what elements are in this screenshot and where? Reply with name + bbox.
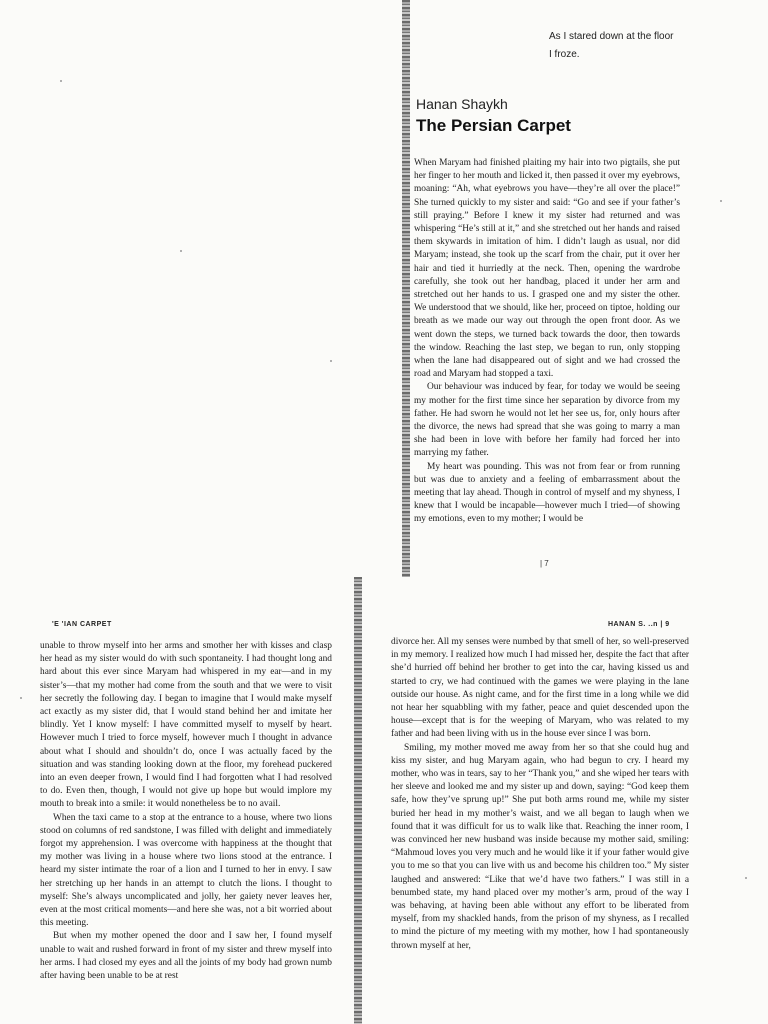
epigraph-line: I froze. <box>549 49 580 60</box>
paragraph: When Maryam had finished plaiting my hair into two pigtails, she put her finger to her mouth and licked it, then passed it over my eyebrows, moaning: “Ah, what eyebrows you have—they’re all over the place!” She turned quickly to my sister and said: “Go and see if your father’s still praying.” Before I knew it my sister had returned and was whispering “He’s still at it,” and she stretched out her hands and raised them skywards in imitation of him. I didn’t laugh as usual, nor did Maryam; instead, she took up the scarf from the chair, put it over her hair and tied it hurriedly at the neck. Then, opening the wardrobe carefully, she took out her handbag, placed it under her arm and stretched out her hands to us. I grasped one and my sister the other. We understood that we should, like her, proceed on tiptoe, holding our breath as we made our way out through the open front door. As we went down the steps, we turned back towards the door, then towards the window. Reaching the last step, we began to run, only stopping when the lane had disappeared out of sight and we had crossed the road and Maryam had stopped a taxi. <box>414 158 680 380</box>
paragraph: But when my mother opened the door and I saw her, I found myself unable to wait and rushed forward in front of my sister and threw myself into her arms. I had closed my eyes and all the joints of my body had grown numb after having been unable to be at rest <box>40 931 332 982</box>
paragraph: When the taxi came to a stop at the entrance to a house, where two lions stood on columns of red sandstone, I was filled with delight and immediately forgot my apprehension. I was overcome with happiness at the thought that my mother was living in a house where two lions stood at the entrance. I heard my sister intimate the roar of a lion and I turned to her in envy. I saw her stretching up her hands in an attempt to clutch the lions. I thought to myself: She’s always uncomplicated and jolly, her gaiety never leaves her, even at the most critical moments—and here she was, not a bit worried about this meeting. <box>40 812 332 929</box>
scan-speck <box>20 697 22 699</box>
page-number: | 7 <box>540 559 549 568</box>
body-text <box>414 157 680 527</box>
running-head: HANAN S. ..n | 9 <box>608 621 670 628</box>
paragraph: Smiling, my mother moved me away from her so that she could hug and kiss my sister, and hug Maryam again, who had begun to cry. I heard my mother, who was in tears, say to her “Thank you,” and she wiped her tears with her sleeve and looked me and my sister up and down, saying: “God keep them safe, how they’ve sprung up!” She put both arms round me, while my sister buried her head in my mother’s waist, and we all began to laugh when we found that it was difficult for us to walk like that. Reaching the inner room, I was convinced her new husband was inside because my mother said, smiling: “Mahmoud loves you very much and he would like it if your father would give you to me so that you can live with us and become his children too.” My sister laughed and answered: “Like that we’d have two fathers.” I was still in a benumbed state, my hand placed over my mother’s arm, proud of the way I was behaving, at having been able without any effort to be liberated from myself, from my shackled hands, from the prison of my shyness, as I recalled to mind the picture of my meeting with my mother, how I had spontaneously thrown myself at her, <box>391 742 689 951</box>
scan-speck <box>60 80 62 82</box>
scan-speck <box>180 250 182 252</box>
epigraph <box>549 28 709 64</box>
body-text <box>391 636 689 953</box>
running-head: 'E 'IAN CARPET <box>52 621 112 628</box>
paragraph: My heart was pounding. This was not from fear or from running but was due to anxiety and a feeling of embarrassment about the meeting that lay ahead. Though in control of myself and my shyness, I knew that I would be incapable—however much I tried—of showing my emotions, even to my mother; I would be <box>414 461 680 525</box>
book-gutter-shadow <box>402 0 410 577</box>
scan-speck <box>720 200 722 202</box>
story-title: The Persian Carpet <box>416 116 571 135</box>
body-text <box>40 640 332 983</box>
bottom-spread <box>0 577 768 1024</box>
paragraph: divorce her. All my senses were numbed by that smell of her, so well-preserved in my memory. I realized how much I had missed her, despite the fact that after she’d hurried off behind her brother to get into the car, having kissed us and started to cry, we had continued with the games we were playing in the lane outside our house. As night came, and for the first time in a long while we did not hear her squabbling with my father, peace and quiet descended upon the house—except that is for the weeping of Maryam, who was related to my father and had been living with us in the house ever since I was born. <box>391 637 689 740</box>
paragraph: Our behaviour was induced by fear, for today we would be seeing my mother for the first time since her separation by divorce from my father. He had sworn he would not let her see us, for, only hours after the divorce, the news had spread that she was going to marry a man she had been in love with before her family had forced her into marrying my father. <box>414 382 680 459</box>
epigraph-line: As I stared down at the floor <box>549 31 674 42</box>
author-name: Hanan Shaykh <box>416 96 508 112</box>
paragraph: unable to throw myself into her arms and smother her with kisses and clasp her head as my sister would do with such spontaneity. I had thought long and hard about this ever since Maryam had whispered in my ear—and in my sister’s—that my mother had come from the south and that we were to visit her secretly the following day. I began to imagine that I would make myself act exactly as my sister did, that I would stand behind her and imitate her blindly. Yet I know myself: I have committed myself to myself by heart. However much I tried to force myself, however much I thought in advance about what I should and shouldn’t do, once I was actually faced by the situation and was standing looking down at the floor, my forehead puckered into an even deeper frown, I would find I had forgotten what I had resolved to do. Even then, though, I would not give up hope but would implore my mouth to break into a smile: it would nonetheless be to no avail. <box>40 641 332 810</box>
scan-speck <box>330 360 332 362</box>
book-gutter-shadow <box>354 577 362 1024</box>
scan-speck <box>745 877 747 879</box>
